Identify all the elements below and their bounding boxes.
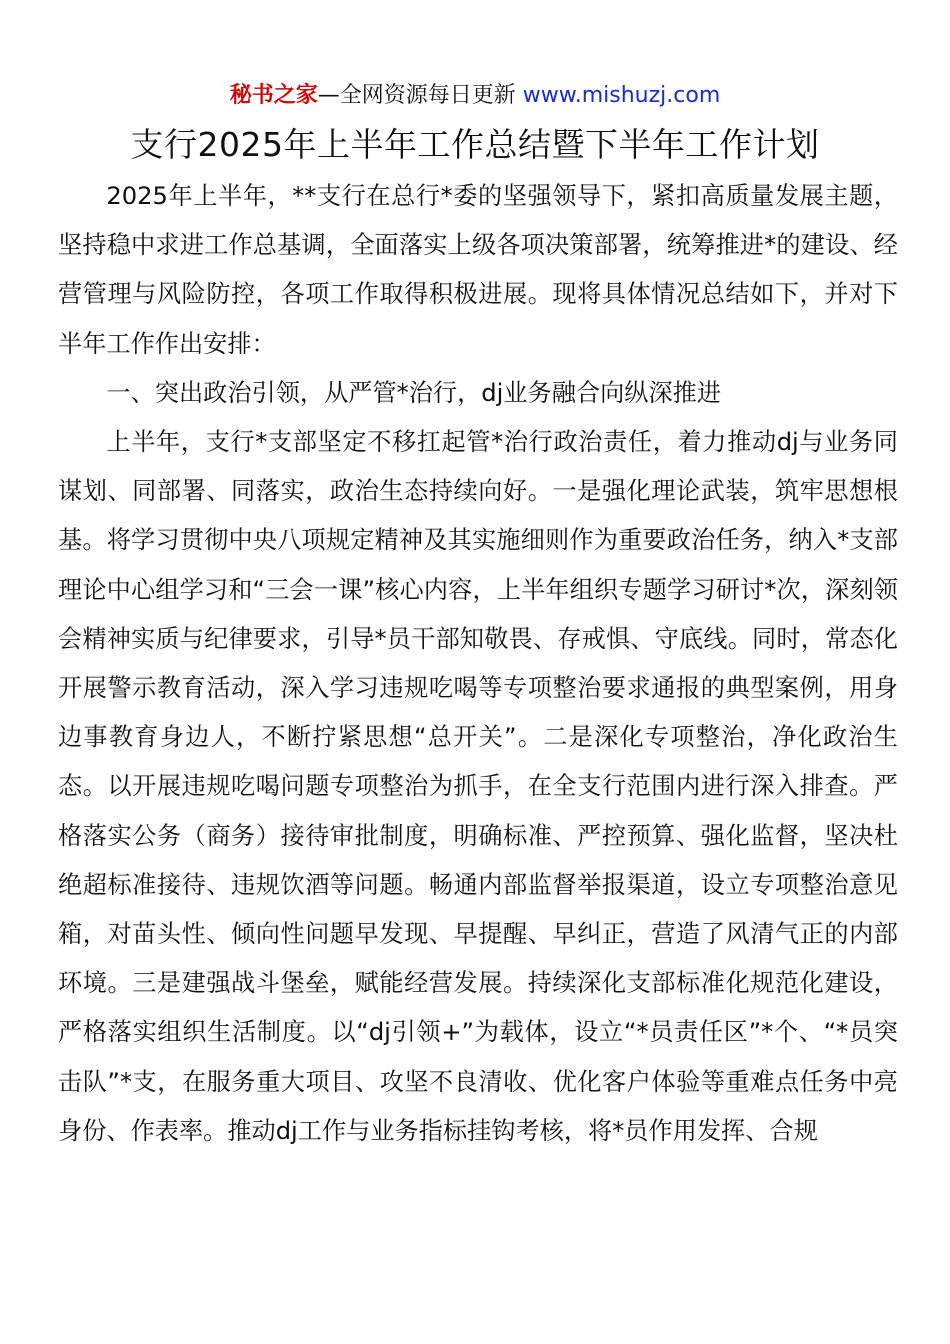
section-heading-1: 一、突出政治引领，从严管*治行，dj业务融合向纵深推进 — [106, 378, 722, 407]
intro-paragraph: 2025年上半年，**支行在总行*委的坚强领导下，紧扣高质量发展主题，坚持稳中求进工作总基调，全面落实上级各项决策部署，统筹推进*的建设、经营管理与风险防控，各项工作取得积极进展。现将具体情况总结如下，并对下半年工作作出安排： — [58, 182, 898, 358]
site-header — [0, 82, 950, 110]
document-body — [58, 172, 898, 1156]
site-url-link[interactable]: www.mishuzj.com — [522, 83, 721, 108]
document-title: 支行2025年上半年工作总结暨下半年工作计划 — [130, 125, 820, 164]
site-brand: 秘书之家 — [229, 83, 318, 108]
section-1-paragraph: 上半年，支行*支部坚定不移扛起管*治行政治责任，着力推动dj与业务同谋划、同部署、同落实，政治生态持续向好。一是强化理论武装，筑牢思想根基。将学习贯彻中央八项规定精神及其实施细则作为重要政治任务，纳入*支部理论中心组学习和“三会一课”核心内容，上半年组织专题学习研讨*次，深刻领会精神实质与纪律要求，引导*员干部知敬畏、存戒惧、守底线。同时，常态化开展警示教育活动，深入学习违规吃喝等专项整治要求通报的典型案例，用身边事教育身边人，不断拧紧思想“总开关”。二是深化专项整治，净化政治生态。以开展违规吃喝问题专项整治为抓手，在全支行范围内进行深入排查。严格落实公务（商务）接待审批制度，明确标准、严控预算、强化监督，坚决杜绝超标准接待、违规饮酒等问题。畅通内部监督举报渠道，设立专项整治意见箱，对苗头性、倾向性问题早发现、早提醒、早纠正，营造了风清气正的内部环境。三是建强战斗堡垒，赋能经营发展。持续深化支部标准化规范化建设，严格落实组织生活制度。以“dj引领+”为载体，设立“*员责任区”*个、“*员突击队”*支，在服务重大项目、攻坚不良清收、优化客户体验等重难点任务中亮身份、作表率。推动dj工作与业务指标挂钩考核，将*员作用发挥、合规 — [58, 428, 898, 1145]
site-tagline: —全网资源每日更新 — [317, 83, 516, 108]
